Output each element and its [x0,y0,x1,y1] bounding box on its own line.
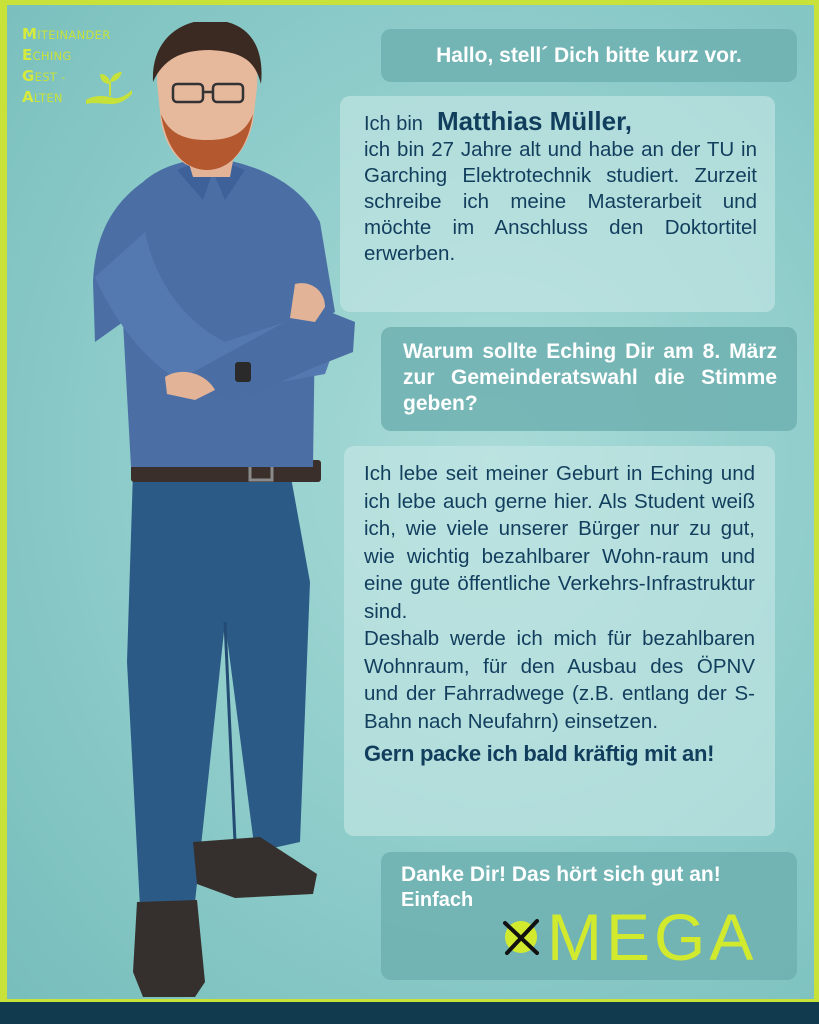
logo-line-3: GEST - [22,67,66,85]
frame-top-border [0,0,819,5]
closing-box [381,852,797,980]
answer-intro-text: ich bin 27 Jahre alt und habe an der TU in Garching Elektrotechnik studiert. Zurzeit schreibe ich meine Masterarbeit und möchte im Anschluss den Doktortitel erwerben. [364,138,757,265]
brand-row [501,902,757,972]
intro-prefix: Ich bin [364,113,423,135]
closing-thanks: Danke Dir! Das hört sich gut an! [401,863,721,886]
answer-vote-box [344,446,775,836]
frame-left-border [0,0,7,1024]
answer-vote-paragraph-1: Ich lebe seit meiner Geburt in Eching und ich lebe auch gerne hier. Als Student weiß ich, wie viele unserer Bürger nur zu gut, wie wichtig bezahlbarer Wohn-raum und eine gute öffentliche Verkehrs-Infrastruktur sind. [364,462,755,623]
answer-vote-closing: Gern packe ich bald kräftig mit an! [364,741,715,766]
question-vote-text: Warum sollte Eching Dir am 8. März zur Gemeinderatswahl die Stimme geben? [403,340,777,415]
logo-line-2: ECHING [22,46,72,64]
answer-intro-box [340,96,775,312]
question-intro-box [381,29,797,82]
ballot-cross-icon [501,917,541,957]
candidate-name: Matthias Müller, [436,106,632,136]
answer-vote-text [364,460,755,735]
logo-line-4: ALTEN [22,88,63,106]
question-vote-box [381,327,797,431]
closing-einfach: Einfach [401,889,474,911]
logo-line-1: MITEINANDER [22,25,111,43]
answer-intro-heading [364,106,757,136]
answer-vote-paragraph-2: Deshalb werde ich mich für bezahlbaren Wohnraum, für den Ausbau des ÖPNV und der Fahrradwege (z.B. entlang der S-Bahn nach Neufahrn) einsetzen. [364,627,755,733]
question-intro-text: Hallo, stell´ Dich bitte kurz vor. [436,43,742,67]
frame-right-border [814,0,819,1024]
brand-mega: MEGA [547,900,758,974]
bottom-bar [0,1002,819,1024]
